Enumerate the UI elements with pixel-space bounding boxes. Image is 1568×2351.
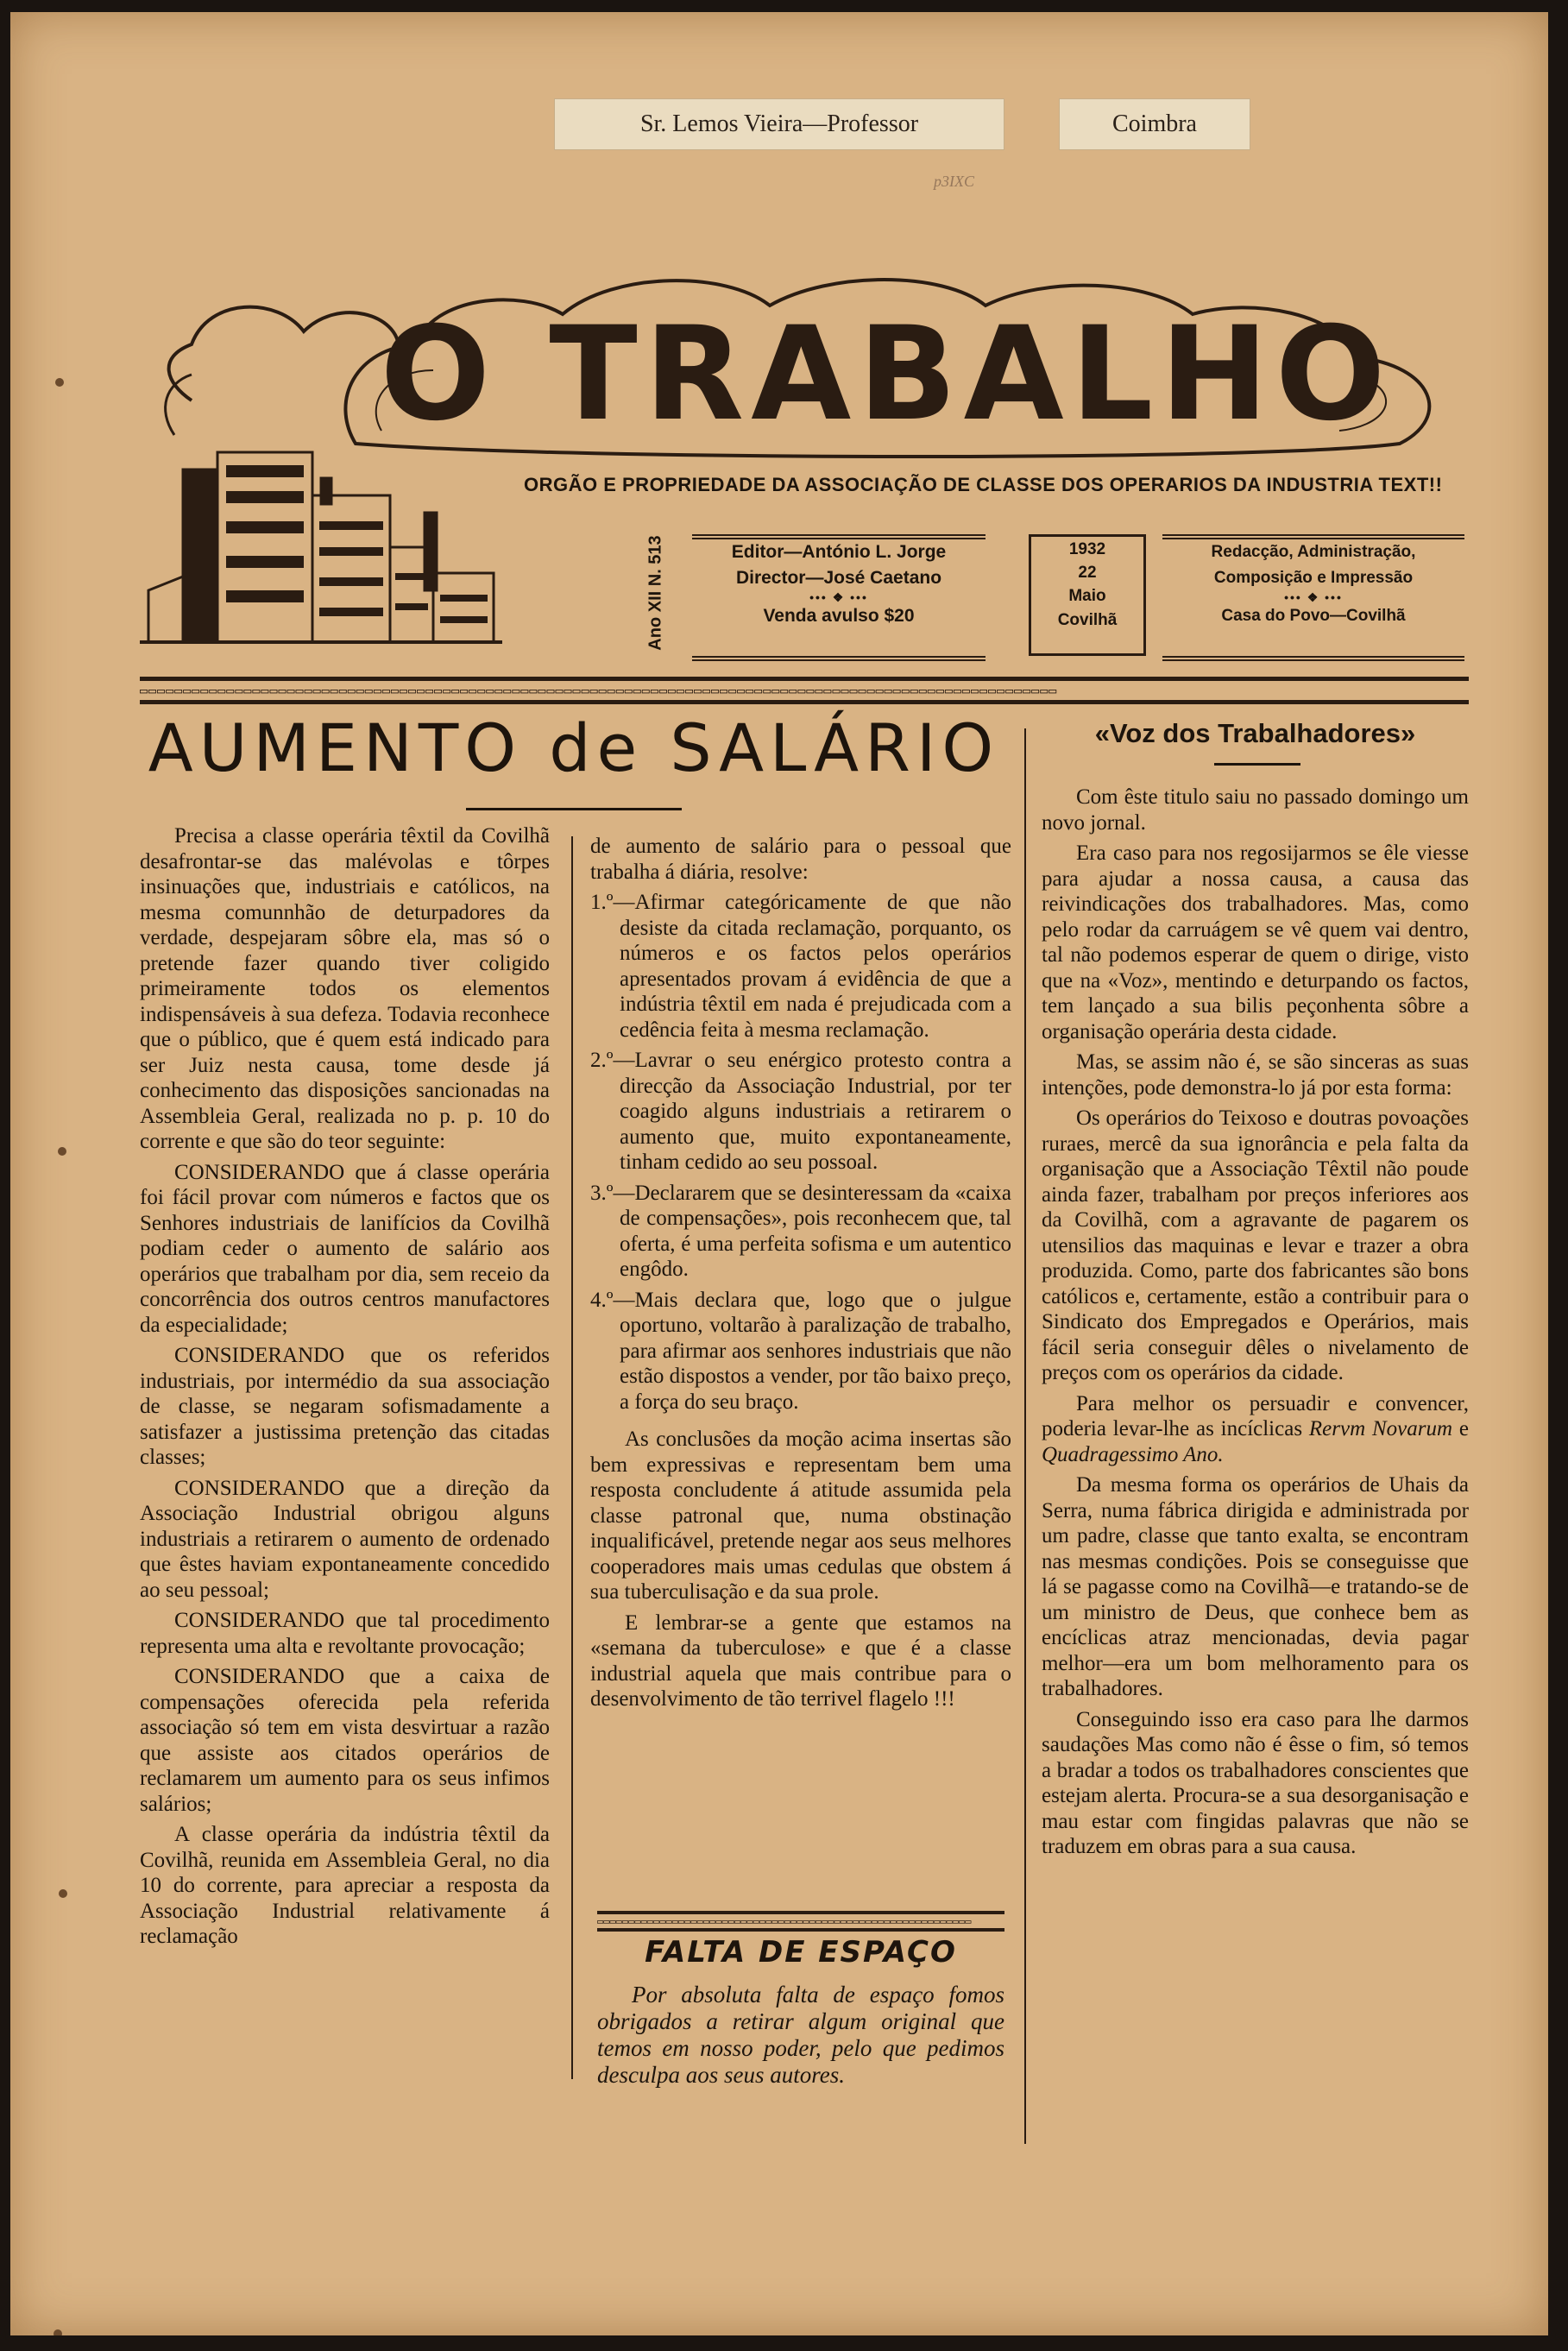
issue-number — [639, 537, 673, 649]
article-left-column — [140, 823, 550, 1955]
paragraph: Da mesma forma os operários de Uhais da Serra, numa fábrica dirigida e administrada por um padre, classe que tanto exalta, se encontram nas mesmas condições. Pois se conseguisse que lá se pagasse como na Covilhã—e tratando-se de um ministro de Deus, que conhece bem as encíclicas atraz mencionadas, devia pagar melhor—era um bom melhoramento para os trabalhadores. — [1042, 1473, 1469, 1700]
issue-number-text: Ano XII N. 513 — [645, 535, 665, 651]
headline-rule — [466, 808, 682, 810]
paragraph: A classe operária da indústria têxtil da Covilhã, reunida em Assembleia Geral, no dia 10 do corrente, para apreciar a resposta da Associação Industrial relativamente á reclamação — [140, 1823, 550, 1948]
resolution-item: 3.º—Declararem que se desinteressam da «caixa de compensações», pois reconhecem que, tal oferta, é uma perfeita sofisma e um autentico engôdo. — [590, 1181, 1011, 1281]
addressee-name: Sr. Lemos Vieira—Professor — [639, 110, 919, 137]
masthead-title-wrap — [364, 297, 1408, 452]
text-run: e — [1458, 1417, 1469, 1440]
redaccao-box — [1162, 534, 1464, 661]
column-divider — [571, 836, 573, 2079]
editor-box — [692, 534, 986, 661]
date-day: 22 — [1078, 564, 1097, 582]
voz-column — [1042, 785, 1469, 1865]
resolution-item: 4.º—Mais declara que, logo que o julgue oportuno, voltarão à paralização de trabalho, para afirmar aos senhores industriais que não estão dispostos a vender, por tão baixo preço, a força do seu braço. — [590, 1288, 1011, 1414]
masthead — [140, 262, 1469, 677]
column-divider — [1024, 728, 1026, 2144]
binding-hole — [55, 378, 64, 387]
paragraph: Com êste titulo saiu no passado domingo um novo jornal. — [1042, 785, 1469, 835]
encyclical-title: Rervm Novarum — [1308, 1417, 1453, 1440]
binding-hole — [54, 2329, 62, 2335]
paragraph: Conseguindo isso era caso para lhe darmos saudações Mas como não é êsse o fim, só temos a bradar a todos os trabalhadores conscientes que estejam alerta. Procura-se a sua desorganisação e mau estar com fingidas palavras que não se traduzem em obras para a sua causa. — [1042, 1707, 1469, 1858]
newspaper-page — [10, 12, 1548, 2335]
text-run: Para melhor os persuadir e convencer, poderia levar-lhe as incíclicas — [1042, 1391, 1469, 1440]
paragraph: Os operários do Teixoso e doutras povoações ruraes, mercê da sua ignorância e pela falta da organisação que a Associação Têxtil não poude ainda fazer, trabalham por preços inferiores aos da Covilhã, com a agravante de pagarem os utensilios das maquinas e levar e trazer a obra produzida. Como, parte dos fabricantes são bons católicos e, certamente, estão a contribuir para o Sindicato dos Empregados e Operários, mais fácil seria conseguir dêles o nivelamento de preços com os operários da cidade. — [1042, 1106, 1469, 1384]
paragraph: CONSIDERANDO que á classe operária foi fácil provar com números e factos que os Senhores industriais de lanifícios da Covilhã podiam ceder o aumento de salário aos operários que trabalham por dia, sem receio da concorrência dos outros centros manufactores da especialidade; — [140, 1160, 550, 1337]
date-year: 1932 — [1068, 540, 1106, 558]
paragraph: CONSIDERANDO que tal procedimento representa uma alta e revoltante provocação; — [140, 1609, 550, 1658]
date-box — [1029, 534, 1146, 656]
paragraph: As conclusões da moção acima insertas são bem expressivas e representam bem uma resposta concludente á atitude assumida pela classe patronal que, numa obstinação inqualificável, pretende negar aos seus melhores cooperadores mais umas cedulas que obstem á sua tuberculisação e da sua prole. — [590, 1428, 1011, 1604]
redaccao-line-2: Composição e Impressão — [1213, 569, 1414, 587]
address-label-city — [1059, 98, 1250, 150]
voz-heading: «Voz dos Trabalhadores» — [1094, 718, 1416, 748]
redaccao-line-1: Redacção, Administração, — [1211, 543, 1416, 561]
paragraph — [1042, 1391, 1469, 1468]
paragraph: Mas, se assim não é, se são sinceras as suas intenções, pode demonstra-lo já por esta forma: — [1042, 1050, 1469, 1100]
date-month: Maio — [1068, 587, 1106, 605]
redaccao-line-3: Casa do Povo—Covilhã — [1221, 607, 1406, 625]
resolution-item: 1.º—Afirmar categóricamente de que não desiste da citada reclamação, porquanto, os números e os factos pelos operários apresentados provam á evidência de que a indústria têxtil em nada é prejudicada com a cedência feita à mesma reclamação. — [590, 891, 1011, 1042]
encyclical-title: Quadragessimo Ano. — [1042, 1442, 1224, 1466]
ornamental-rule: ▭▭▭▭▭▭▭▭▭▭▭▭▭▭▭▭▭▭▭▭▭▭▭▭▭▭▭▭▭▭▭▭▭▭▭▭▭▭▭▭▭▭▭▭▭▭▭▭▭▭▭▭▭▭▭▭▭▭▭▭ — [597, 1911, 1004, 1932]
paragraph: Precisa a classe operária têxtil da Covilhã desafrontar-se das malévolas e tôrpes insinuações que, industriais e católicos, na mesma comunnhão de deturpadores da verdade, despejaram sôbre ela, mas só o pretende fazer quando tiver coligido primeiramente todos os elementos indispensáveis à sua defeza. Todavia reconhece que o público, que é quem está indicado para ser Juiz nesta causa, tome desde já conhecimento das disposições sancionadas na Assembleia Geral, realizada no p. p. 10 do corrente e que são do teor seguinte: — [140, 824, 550, 1153]
paragraph: Era caso para nos regosijarmos se êle viesse para ajudar a nossa causa, a causa das reivindicações dos trabalhadores. Mas, como pelo rodar da carruágem se vê quem vai dentro, tal não podemos esperar de quem o dirige, visto que na «Voz», mentindo e deturpando os factos, tem lançado a sua bilis peçonhenta sôbre a organisação operária desta cidade. — [1042, 841, 1469, 1043]
resolution-item: 2.º—Lavrar o seu enérgico protesto contra a direcção da Associação Industrial, por ter coagido alguns industriais a retirarem o aumento que, muito expontaneamente, tinham cedido ao seu possoal. — [590, 1049, 1011, 1174]
paragraph: de aumento de salário para o pessoal que trabalha á diária, resolve: — [590, 835, 1011, 884]
paragraph: E lembrar-se a gente que estamos na «semana da tuberculose» e que é a classe industrial aquela que mais contribue para o desenvolvimento de tão terrivel flagelo !!! — [590, 1610, 1011, 1711]
ornament: ••• ❖ ••• — [809, 590, 868, 604]
price-line: Venda avulso $20 — [763, 606, 915, 626]
postal-stamp: p3IXC — [934, 173, 974, 190]
binding-hole — [58, 1147, 66, 1156]
date-place: Covilhã — [1057, 611, 1118, 629]
newspaper-title: O TRABALHO — [380, 299, 1393, 450]
voz-rule — [1214, 763, 1300, 766]
headline: AUMENTO de SALÁRIO — [148, 709, 1000, 786]
director-line: Director—José Caetano — [735, 568, 942, 588]
paragraph: CONSIDERANDO que a direção da Associação Industrial obrigou alguns industriais a retirarem o aumento de ordenado que êstes haviam expontaneamente concedido ao seu pessoal; — [140, 1476, 550, 1602]
falta-heading: FALTA DE ESPAÇO — [645, 1935, 957, 1970]
ornamental-rule: ▭▭▭▭▭▭▭▭▭▭▭▭▭▭▭▭▭▭▭▭▭▭▭▭▭▭▭▭▭▭▭▭▭▭▭▭▭▭▭▭▭▭▭▭▭▭▭▭▭▭▭▭▭▭▭▭▭▭▭▭▭▭▭▭▭▭▭▭▭▭▭▭▭▭▭▭▭▭▭▭▭▭▭▭▭▭▭▭▭▭▭▭▭▭▭▭▭▭▭▭▭▭▭▭▭▭ — [140, 677, 1469, 704]
article-middle-column — [590, 834, 1011, 1718]
masthead-subtitle: ORGÃO E PROPRIEDADE DA ASSOCIAÇÃO DE CLASSE DOS OPERARIOS DA INDUSTRIA TEXT!! — [524, 474, 1443, 495]
editor-line: Editor—António L. Jorge — [731, 542, 947, 562]
address-label-name — [554, 98, 1004, 150]
binding-hole — [59, 1889, 67, 1898]
ornament: ••• ❖ ••• — [1284, 590, 1343, 604]
addressee-city: Coimbra — [1112, 110, 1197, 137]
falta-notice — [597, 1982, 1004, 2089]
paragraph: CONSIDERANDO que os referidos industriais, por intermédio da sua associação de classe, se negaram sofismadamente a satisfazer a justissima pretenção das citadas classes; — [140, 1344, 550, 1469]
paragraph: Por absoluta falta de espaço fomos obrigados a retirar algum original que temos em nosso poder, pelo que pedimos desculpa aos seus autores. — [597, 1982, 1004, 2088]
paragraph: CONSIDERANDO que a caixa de compensações oferecida pela referida associação só tem em vista desvirtuar a razão que assiste aos citados operários de reclamarem um aumento para os seus infimos salários; — [140, 1665, 550, 1816]
